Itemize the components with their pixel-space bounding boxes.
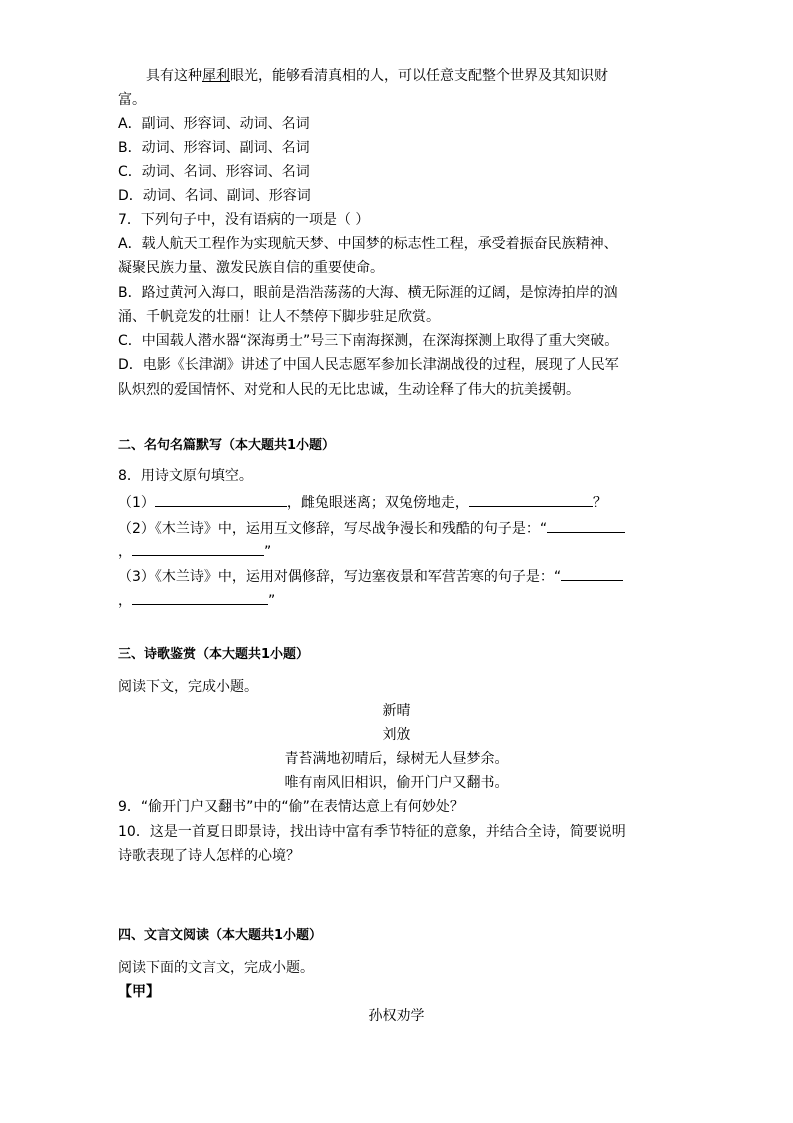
q8-blank-5[interactable]: [561, 566, 623, 581]
section4-heading: 四、文言文阅读（本大题共1小题）: [118, 928, 323, 943]
q8-part2-line1: [118, 518, 625, 538]
q8-part1-text: ，雌兔眼迷离；双兔傍地走，: [286, 495, 469, 511]
q8-part3-line1: [118, 566, 623, 586]
q6-option-d: D．动词、名词、副词、形容词: [118, 188, 311, 204]
q8-part3-comma: ，: [118, 593, 132, 609]
poem-line-1: 青苔满地初晴后，绿树无人昼梦余。: [284, 751, 509, 767]
q7-option-b-line1: B．路过黄河入海口，眼前是浩浩荡荡的大海、横无际涯的辽阔，是惊涛拍岸的汹: [118, 285, 618, 301]
q6-sentence-pre: 具有这种: [146, 68, 202, 84]
passage-label-jia: 【甲】: [118, 984, 160, 1000]
poem-line-2: 唯有南风旧相识，偷开门户又翻书。: [284, 775, 509, 791]
q8-blank-3[interactable]: [547, 518, 625, 533]
q8-part3-line2: [118, 590, 275, 610]
q7-option-d-line1: D．电影《长津湖》讲述了中国人民志愿军参加长津湖战役的过程，展现了人民军: [118, 357, 619, 373]
q6-underlined-word: 犀利: [202, 68, 230, 84]
q7-option-c: C．中国载人潜水器“深海勇士”号三下南海探测，在深海探测上取得了重大突破。: [118, 333, 619, 349]
q6-sentence-post: 眼光，能够看清真相的人，可以任意支配整个世界及其知识财: [230, 68, 608, 84]
q8-part1: [118, 492, 607, 512]
q10-stem-line2: 诗歌表现了诗人怎样的心境？: [118, 848, 300, 864]
q9-stem: 9．“偷开门户又翻书”中的“偷”在表情达意上有何妙处？: [118, 799, 464, 815]
section3-heading: 三、诗歌鉴赏（本大题共1小题）: [118, 647, 310, 662]
q6-sentence-line2: 富。: [118, 92, 146, 108]
q8-part3-text: （3）《木兰诗》中，运用对偶修辞，写边塞夜景和军营苦寒的句子是：“: [118, 569, 562, 585]
q10-stem-line1: 10．这是一首夏日即景诗，找出诗中富有季节特征的意象，并结合全诗，简要说明: [118, 824, 626, 840]
q6-option-a: A．副词、形容词、动词、名词: [118, 116, 310, 132]
q8-part3-close-quote: ”: [268, 593, 276, 609]
q6-option-b: B．动词、形容词、副词、名词: [118, 140, 310, 156]
passage-title: 孙权劝学: [368, 1008, 425, 1024]
q8-part2-text: （2）《木兰诗》中，运用互文修辞，写尽战争漫长和残酷的句子是：“: [118, 521, 548, 537]
section4-intro: 阅读下面的文言文，完成小题。: [118, 960, 314, 976]
q6-option-c: C．动词、名词、形容词、名词: [118, 164, 310, 180]
q8-blank-6[interactable]: [132, 590, 268, 605]
section3-intro: 阅读下文，完成小题。: [118, 679, 258, 695]
q7-option-a-line2: 凝聚民族力量、激发民族自信的重要使命。: [118, 260, 384, 276]
q7-option-b-line2: 涌、千帆竞发的壮丽！让人不禁停下脚步驻足欣赏。: [118, 309, 440, 325]
q8-part2-close-quote: ”: [264, 544, 272, 560]
q7-option-d-line2: 队炽烈的爱国情怀、对党和人民的无比忠诚，生动诠释了伟大的抗美援朝。: [118, 382, 580, 398]
poem-author: 刘攽: [382, 727, 411, 743]
q6-sentence-line1: [146, 66, 608, 86]
q7-option-a-line1: A．载人航天工程作为实现航天梦、中国梦的标志性工程，承受着振奋民族精神、: [118, 236, 618, 252]
q8-part2-line2: [118, 541, 271, 561]
q8-part1-number: （1）: [118, 495, 155, 511]
q8-blank-4[interactable]: [132, 541, 264, 556]
section2-heading: 二、名句名篇默写（本大题共1小题）: [118, 438, 336, 453]
q8-blank-2[interactable]: [469, 492, 593, 507]
q8-blank-1[interactable]: [155, 492, 287, 507]
q8-part1-end: ？: [592, 495, 607, 511]
q7-stem: 7．下列句子中，没有语病的一项是（ ）: [118, 212, 370, 228]
q8-part2-comma: ，: [118, 544, 132, 560]
q8-stem: 8．用诗文原句填空。: [118, 468, 253, 484]
poem-title: 新晴: [382, 703, 411, 719]
